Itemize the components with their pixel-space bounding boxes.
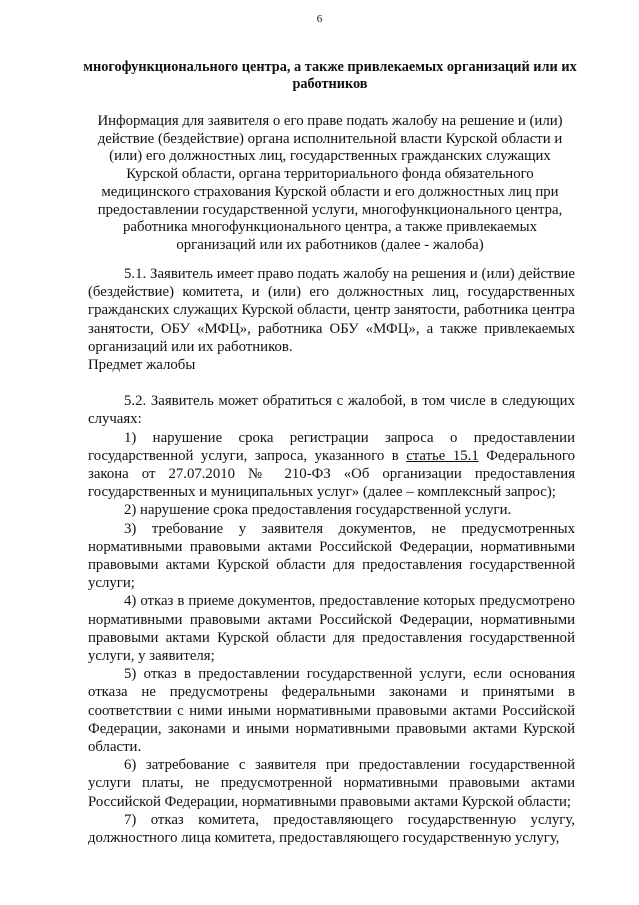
paragraph-5-1: 5.1. Заявитель имеет право подать жалобу на решения и (или) действие (бездействие) комитета, и (или) его должностных лиц, государственных гражданских служащих Курской области, центр занятости, работника центра занятости, ОБУ «МФЦ», работника ОБУ «МФЦ», а также привлекаемых организаций или их работников.	[88, 266, 575, 355]
list-item-5: 5) отказ в предоставлении государственной услуги, если основания отказа не предусмотрены федеральными законами и принятыми в соответствии с ними иными нормативными правовыми актами Российской Федерации, законами и иными нормативными правовыми актами Курской области.	[88, 666, 575, 756]
list-item-1-text: 1) нарушение срока регистрации запроса о предоставлении государственной услуги, запроса, указанного в	[88, 429, 575, 464]
law-article-link[interactable]: статье 15.1	[406, 447, 479, 464]
paragraph-5-2: 5.2. Заявитель может обратиться с жалобой, в том числе в следующих случаях:	[88, 393, 575, 428]
list-item-4: 4) отказ в приеме документов, предоставление которых предусмотрено нормативными правовыми актами Российской Федерации, нормативными правовыми актами Курской области для предоставления государственной услуги, у заявителя;	[88, 593, 575, 665]
page-number: 6	[316, 13, 323, 25]
list-item-1	[88, 429, 575, 502]
subject-heading: Предмет жалобы	[88, 357, 196, 374]
info-block: Информация для заявителя о его праве подать жалобу на решение и (или) действие (бездействие) органа исполнительной власти Курской области и (или) его должностных лиц, государственных гражданских служащих Курской области, органа территориального фонда обязательного медицинского страхования Курской области и его должностных лиц при предоставлении государственной услуги, многофункционального центра, работника многофункционального центра, а также привлекаемых организаций или их работников (далее - жалоба)	[97, 113, 563, 253]
list-item-2: 2) нарушение срока предоставления государственной услуги.	[124, 502, 512, 519]
list-item-6: 6) затребование с заявителя при предоставлении государственной услуги платы, не предусмотренной нормативными правовыми актами Российской Федерации, нормативными правовыми актами Курской области;	[88, 757, 575, 810]
body-text	[88, 265, 575, 847]
section-heading: многофункционального центра, а также привлекаемых организаций или их работников	[83, 59, 577, 92]
list-item-3: 3) требование у заявителя документов, не предусмотренных нормативными правовыми актами Российской Федерации, нормативными правовыми актами Курской области для предоставления государственной услуги;	[88, 520, 575, 592]
list-item-7: 7) отказ комитета, предоставляющего государственную услугу, должностного лица комитета, предоставляющего государственную услугу,	[88, 811, 575, 847]
list-item-1-text-end: Федерального закона от 27.07.2010 № 210-ФЗ «Об организации предоставления государственных и муниципальных услуг» (далее – комплексный запрос);	[88, 447, 575, 501]
